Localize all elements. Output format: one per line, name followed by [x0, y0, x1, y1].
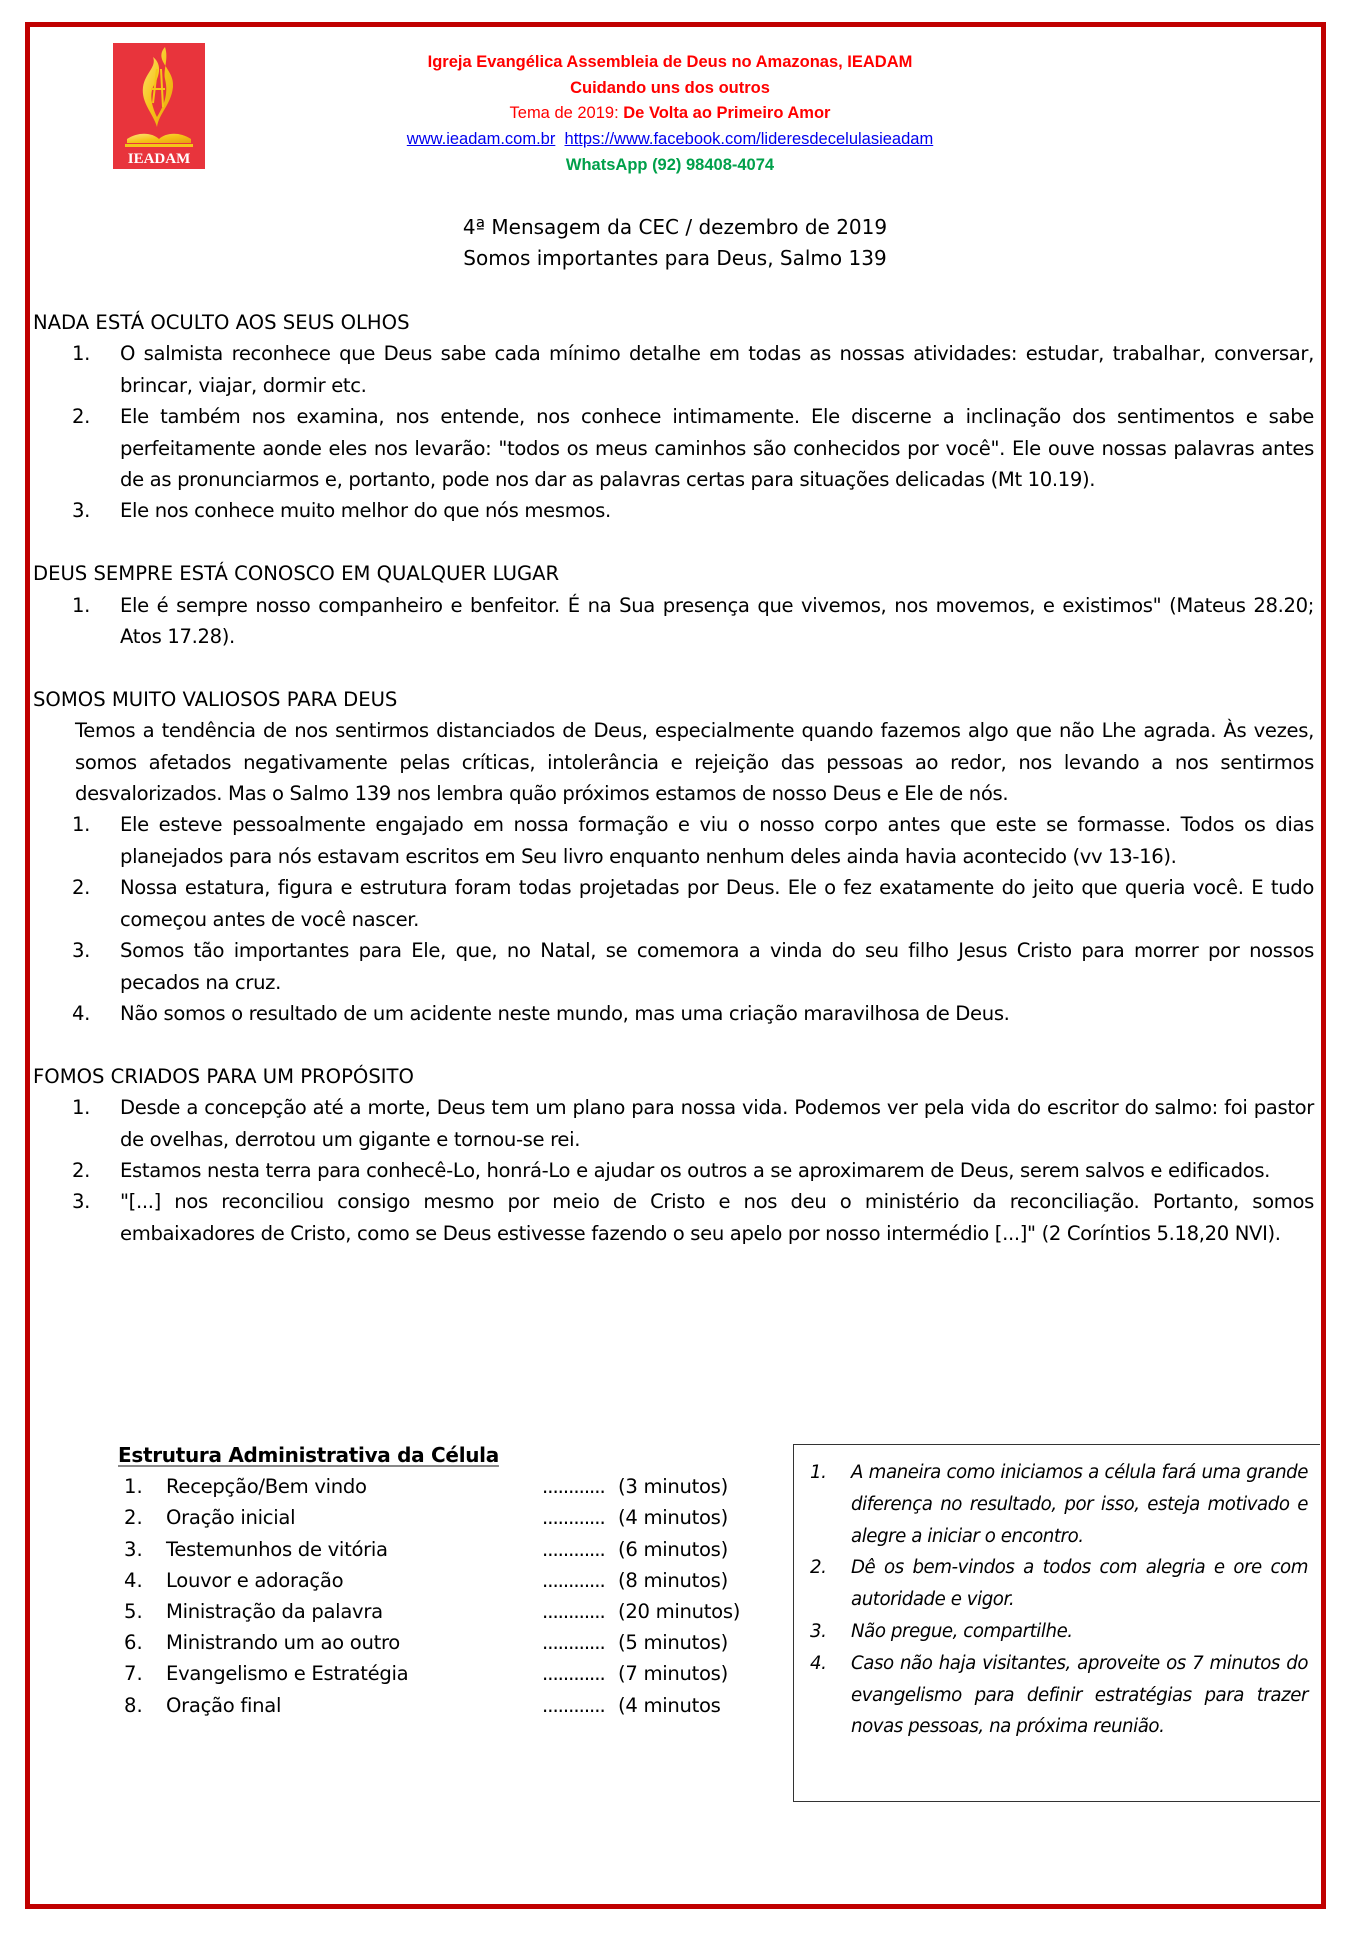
message-title [200, 212, 1150, 274]
structure-row: 7. Evangelismo e Estratégia ............ (7 minutos) [124, 1662, 728, 1686]
section-intro: Temos a tendência de nos sentirmos distanciados de Deus, especialmente quando fazemos algo que não Lhe agrada. Às vezes, somos afetados negativamente pelas críticas, intolerância e rejeição das pessoas ao redor, nos levando a nos sentirmos desvalorizados. Mas o Salmo 139 nos lembra quão próximos estamos de nosso Deus e Ele de nós. [75, 719, 1314, 806]
structure-row: 8. Oração final ............ (4 minutos [124, 1693, 721, 1717]
structure-row: 5. Ministração da palavra ............ (20 minutos) [124, 1600, 741, 1624]
list-item: 3. Ele nos conhece muito melhor do que nós mesmos. [72, 499, 611, 523]
section-heading: FOMOS CRIADOS PARA UM PROPÓSITO [33, 1064, 414, 1088]
spacer [33, 652, 1314, 683]
tips-box [793, 1444, 1320, 1802]
church-header [300, 50, 1040, 179]
section-hidden-nothing [33, 307, 1314, 527]
svg-text:IEADAM: IEADAM [127, 151, 191, 167]
list-item: 4. Não somos o resultado de um acidente neste mundo, mas uma criação maravilhosa de Deus. [72, 1001, 1010, 1025]
structure-row: 1. Recepção/Bem vindo ............ (3 minutos) [124, 1475, 728, 1499]
links-line [300, 127, 1040, 153]
facebook-link[interactable]: https://www.facebook.com/lideresdecelulasieadam [564, 130, 934, 149]
list-item: 1. O salmista reconhece que Deus sabe cada mínimo detalhe em todas as nossas atividades: estudar, trabalhar, conversar, brincar, viajar, dormir etc. [72, 342, 1314, 397]
list-item: 2. Nossa estatura, figura e estrutura foram todas projetadas por Deus. Ele o fez exatamente do jeito que queria você. E tudo começou antes de você nascer. [72, 876, 1314, 931]
list-item: 1. Ele esteve pessoalmente engajado em nossa formação e viu o nosso corpo antes que este se formasse. Todos os dias planejados para nós estavam escritos em Seu livro enquanto nenhum deles ainda havia acontecido (vv 13-16). [72, 813, 1314, 868]
theme-line [300, 101, 1040, 127]
section-heading: NADA ESTÁ OCULTO AOS SEUS OLHOS [33, 311, 410, 334]
list-item: 2. Estamos nesta terra para conhecê-Lo, honrá-Lo e ajudar os outros a se aproximarem de Deus, serem salvos e edificados. [72, 1158, 1271, 1182]
section-valuable-to-god [33, 684, 1314, 1029]
list-item: 1. Desde a concepção até a morte, Deus tem um plano para nossa vida. Podemos ver pela vida do escritor do salmo: foi pastor de ovelhas, derrotou um gigante e tornou-se rei. [72, 1096, 1314, 1151]
cell-structure [118, 1440, 778, 1721]
list-item: 3. Somos tão importantes para Ele, que, no Natal, se comemora a vinda do seu filho Jesus Cristo para morrer por nossos pecados na cruz. [72, 939, 1314, 994]
theme-prefix: Tema de 2019: [509, 104, 624, 123]
website-link[interactable]: www.ieadam.com.br [406, 130, 556, 149]
spacer [33, 1029, 1314, 1060]
church-motto: Cuidando uns dos outros [570, 78, 770, 97]
tip-item: 1. A maneira como iniciamos a célula fará uma grande diferença no resultado, por isso, esteja motivado e alegre a iniciar o encontro. [810, 1462, 1308, 1547]
section-list [33, 1092, 1314, 1249]
list-item: 3. "[...] nos reconciliou consigo mesmo por meio de Cristo e nos deu o ministério da reconciliação. Portanto, somos embaixadores de Cristo, como se Deus estivesse fazendo o seu apelo por nosso intermédio [...]" (2 Coríntios 5.18,20 NVI). [72, 1190, 1314, 1245]
message-title-line1: 4ª Mensagem da CEC / dezembro de 2019 [462, 215, 888, 239]
message-title-line2: Somos importantes para Deus, Salmo 139 [463, 246, 887, 270]
tip-item: 4. Caso não haja visitantes, aproveite os 7 minutos do evangelismo para definir estratégias para trazer novas pessoas, na próxima reunião. [810, 1652, 1308, 1738]
tips-list [794, 1445, 1320, 1743]
tip-item: 2. Dê os bem-vindos a todos com alegria e ore com autoridade e vigor. [810, 1557, 1308, 1611]
spacer [33, 527, 1314, 558]
section-created-for-purpose [33, 1061, 1314, 1249]
ieadam-logo [113, 43, 205, 169]
message-body [33, 307, 1314, 1249]
structure-row: 2. Oração inicial ............ (4 minutos) [124, 1506, 728, 1530]
tip-item: 3. Não pregue, compartilhe. [810, 1620, 1073, 1642]
structure-row: 6. Ministrando um ao outro ............ (5 minutos) [124, 1631, 728, 1655]
list-item: 1. Ele é sempre nosso companheiro e benfeitor. É na Sua presença que vivemos, nos movemos, e existimos" (Mateus 28.20; Atos 17.28). [72, 593, 1314, 649]
flame-bible-icon [113, 43, 205, 169]
structure-row: 4. Louvor e adoração ............ (8 minutos) [124, 1568, 728, 1592]
section-list [33, 590, 1314, 653]
church-name: Igreja Evangélica Assembleia de Deus no Amazonas, IEADAM [427, 53, 913, 71]
section-heading: SOMOS MUITO VALIOSOS PARA DEUS [33, 687, 398, 711]
structure-row: 3. Testemunhos de vitória ............ (6 minutos) [124, 1537, 728, 1561]
list-item: 2. Ele também nos examina, nos entende, nos conhece intimamente. Ele discerne a inclinação dos sentimentos e sabe perfeitamente aonde eles nos levarão: "todos os meus caminhos são conhecidos por você". Ele ouve nossas palavras antes de as pronunciarmos e, portanto, pode nos dar as palavras certas para situações delicadas (Mt 10.19). [72, 405, 1314, 492]
section-heading: DEUS SEMPRE ESTÁ CONOSCO EM QUALQUER LUGAR [33, 562, 560, 586]
cell-structure-heading: Estrutura Administrativa da Célula [118, 1443, 499, 1467]
whatsapp-contact: WhatsApp (92) 98408-4074 [565, 155, 775, 174]
theme-value: De Volta ao Primeiro Amor [623, 104, 831, 123]
section-list [33, 338, 1314, 526]
section-god-always-with-us [33, 558, 1314, 652]
section-list [33, 809, 1314, 1029]
